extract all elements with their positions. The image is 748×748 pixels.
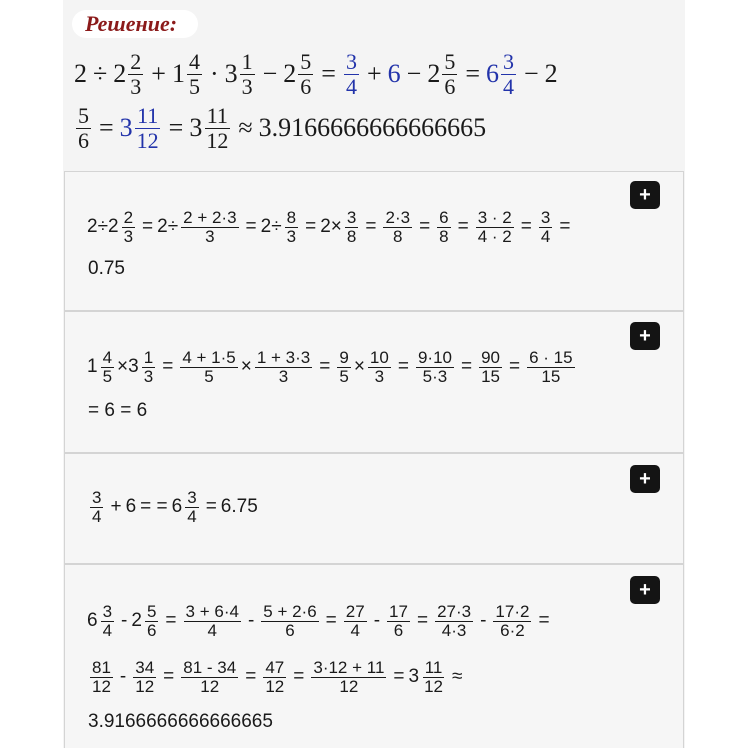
step-4-result: 3.9166666666666665: [88, 711, 273, 732]
term: 2÷: [260, 216, 282, 237]
operator: =: [168, 113, 184, 142]
step-3-expression: [87, 478, 258, 536]
denominator: 8: [393, 226, 403, 246]
denominator: 6: [393, 620, 404, 640]
operator: =: [142, 216, 154, 237]
operator: -: [119, 666, 127, 687]
denominator: 6: [300, 73, 312, 99]
numerator: 9: [339, 347, 349, 367]
whole: 2÷2: [87, 216, 119, 237]
mixed-number: [427, 50, 459, 97]
numerator: 27·3: [437, 601, 472, 621]
numerator: 90: [481, 347, 501, 367]
fraction: [181, 209, 238, 246]
fraction: [345, 209, 358, 246]
mixed-number: [87, 603, 117, 640]
term: 2: [544, 59, 558, 88]
operator: =: [520, 216, 532, 237]
fraction: [501, 50, 516, 97]
operator: −: [262, 59, 278, 88]
denominator: 6: [78, 127, 89, 153]
whole: 3: [189, 113, 203, 142]
fraction: [311, 659, 386, 696]
summary-line-1: [74, 46, 558, 102]
fraction: [180, 349, 237, 386]
whole: 2: [283, 59, 297, 88]
denominator: 4: [540, 226, 551, 246]
numerator: 6 · 15: [529, 347, 573, 367]
step-2-expression: [87, 338, 578, 396]
operator: =: [162, 356, 174, 377]
denominator: 5: [339, 366, 349, 386]
step-4-expression-line-1: [87, 592, 554, 650]
fraction: [368, 349, 391, 386]
fraction: [422, 659, 445, 696]
fraction: [142, 349, 155, 386]
numerator: 1 + 3·3: [256, 347, 311, 367]
fraction: [90, 659, 113, 696]
whole: 1: [171, 59, 185, 88]
fraction: [240, 50, 255, 97]
numerator: 9·10: [417, 347, 452, 367]
denominator: 6·2: [500, 620, 525, 640]
numerator: 34: [135, 657, 155, 677]
expand-step-2-button[interactable]: +: [630, 322, 660, 350]
denominator: 3: [205, 226, 215, 246]
fraction: [184, 603, 241, 640]
fraction: [527, 349, 574, 386]
whole: 2: [427, 59, 441, 88]
mixed-number: [486, 50, 518, 97]
denominator: 5: [102, 366, 113, 386]
operator: ×: [117, 356, 129, 377]
fraction: [135, 104, 161, 151]
operator: =: [509, 356, 521, 377]
denominator: 5: [204, 366, 214, 386]
denominator: 5: [188, 73, 200, 99]
fraction: [442, 50, 457, 97]
solution-title: Решение:: [85, 11, 178, 36]
numerator: 3: [540, 207, 551, 227]
fraction: [383, 209, 412, 246]
summary-line-2: [74, 100, 486, 156]
expand-step-3-button[interactable]: +: [630, 465, 660, 493]
numerator: 81 - 34: [183, 657, 237, 677]
denominator: 6: [444, 73, 456, 99]
numerator: 4: [188, 49, 200, 75]
operator: =: [365, 216, 377, 237]
denominator: 15: [541, 366, 561, 386]
denominator: 3: [123, 226, 134, 246]
numerator: 2·3: [385, 207, 411, 227]
denominator: 3: [278, 366, 289, 386]
numerator: 2: [123, 207, 134, 227]
operator: =: [163, 666, 175, 687]
fraction: [261, 603, 318, 640]
denominator: 4 · 2: [477, 226, 512, 246]
whole: 6: [485, 59, 499, 88]
mixed-number: [172, 50, 204, 97]
operator: ×: [353, 356, 365, 377]
fraction: [476, 209, 514, 246]
numerator: 8: [286, 207, 297, 227]
fraction: [133, 659, 156, 696]
denominator: 3: [374, 366, 385, 386]
denominator: 3: [130, 73, 142, 99]
numerator: 47: [265, 657, 285, 677]
mixed-number: [283, 50, 315, 97]
mixed-number: [120, 104, 163, 151]
operator: -: [247, 610, 255, 631]
operator: =: [538, 610, 550, 631]
denominator: 12: [424, 676, 444, 696]
numerator: 3: [502, 49, 514, 75]
denominator: 4: [102, 620, 113, 640]
denominator: 12: [136, 127, 159, 153]
numerator: 10: [369, 347, 389, 367]
numerator: 1: [241, 49, 253, 75]
operator: -: [373, 610, 381, 631]
denominator: 4: [92, 506, 102, 526]
mixed-number: [409, 659, 449, 696]
numerator: 6: [439, 207, 449, 227]
fraction: [435, 603, 473, 640]
fraction: [298, 50, 313, 97]
operator: =: [393, 666, 405, 687]
numerator: 5: [146, 601, 157, 621]
fraction: [539, 209, 552, 246]
denominator: 12: [135, 676, 155, 696]
fraction: [90, 489, 103, 526]
mixed-number: [128, 349, 158, 386]
denominator: 5·3: [422, 366, 448, 386]
denominator: 3: [241, 73, 253, 99]
numerator: 5: [444, 49, 456, 75]
denominator: 8: [346, 226, 357, 246]
mixed-number: [113, 50, 145, 97]
numerator: 17: [389, 601, 408, 621]
fraction: [255, 349, 312, 386]
numerator: 5 + 2·6: [263, 601, 317, 621]
denominator: 3: [143, 366, 154, 386]
mixed-number: [225, 50, 257, 97]
fraction: [204, 104, 230, 151]
fraction: [416, 349, 454, 386]
numerator: 11: [206, 103, 228, 129]
expand-step-4-button[interactable]: +: [630, 576, 660, 604]
operator: =: [305, 216, 317, 237]
denominator: 12: [200, 676, 220, 696]
term: 2÷: [157, 216, 179, 237]
denominator: 6: [146, 620, 157, 640]
operator: ×: [240, 356, 252, 377]
operator: =: [397, 356, 409, 377]
denominator: 8: [439, 226, 449, 246]
step-1-expression: [87, 198, 574, 256]
operator: ≈: [238, 113, 253, 142]
operator: =: [559, 216, 571, 237]
fraction: [185, 489, 198, 526]
fraction: [145, 603, 158, 640]
numerator: 4 + 1·5: [182, 347, 236, 367]
operator: -: [121, 610, 128, 631]
term: 6: [387, 59, 401, 88]
operator: +: [151, 59, 166, 88]
denominator: 4: [350, 620, 360, 640]
numerator: 2 + 2·3: [183, 207, 237, 227]
operator: =: [457, 216, 469, 237]
fraction: [387, 603, 410, 640]
result-value: 6.75: [220, 496, 258, 517]
operator: =: [319, 356, 331, 377]
numerator: 3: [92, 487, 102, 507]
operator: ÷: [93, 59, 108, 88]
numerator: 17·2: [495, 601, 530, 621]
operator: +: [366, 59, 382, 88]
whole: 6: [87, 610, 98, 631]
denominator: 3: [286, 226, 297, 246]
operator: −: [406, 59, 422, 88]
fraction: [493, 603, 531, 640]
fraction: [122, 209, 135, 246]
whole: 3: [128, 356, 139, 377]
operator: =: [99, 113, 114, 142]
fraction: [285, 209, 298, 246]
operator: =: [416, 610, 429, 631]
numerator: 3: [345, 49, 357, 75]
operator: ·: [209, 59, 219, 88]
operator: =: [419, 216, 431, 237]
mixed-number: [87, 349, 117, 386]
step-4-expression-line-2: [87, 648, 466, 706]
numerator: 5: [300, 49, 312, 75]
numerator: 3 + 6·4: [185, 601, 239, 621]
fraction: [479, 349, 502, 386]
fraction: [76, 104, 91, 151]
numerator: 27: [345, 601, 365, 621]
fraction: [101, 603, 114, 640]
denominator: 4: [502, 73, 514, 99]
denominator: 12: [265, 676, 285, 696]
denominator: 4: [207, 620, 217, 640]
fraction: [337, 349, 350, 386]
term: 2×: [320, 216, 342, 237]
denominator: 15: [481, 366, 501, 386]
term: 2: [74, 59, 87, 88]
denominator: 6: [285, 620, 295, 640]
denominator: 12: [92, 676, 111, 696]
step-2-result: = 6 = 6: [88, 400, 148, 421]
fraction: [263, 659, 286, 696]
numerator: 3: [102, 601, 113, 621]
whole: 2: [113, 59, 127, 88]
fraction: [181, 659, 238, 696]
mixed-number: [131, 603, 161, 640]
operator: =: [245, 216, 257, 237]
operator: =: [293, 666, 305, 687]
denominator: 4: [187, 506, 197, 526]
denominator: 12: [339, 676, 359, 696]
fraction: [437, 209, 450, 246]
whole: 3: [224, 59, 238, 88]
fraction: [128, 50, 143, 97]
numerator: 81: [92, 657, 111, 677]
numerator: 3·12 + 11: [313, 657, 385, 677]
numerator: 3: [346, 207, 357, 227]
whole: 1: [87, 356, 98, 377]
numerator: 1: [143, 347, 154, 367]
result-value: 3.9166666666666665: [258, 113, 487, 142]
fraction: [187, 50, 202, 97]
operator: +: [110, 496, 122, 517]
numerator: 11: [137, 103, 159, 129]
operator: =: [205, 496, 217, 517]
fraction: [344, 50, 359, 97]
numerator: 4: [102, 347, 113, 367]
operator: ≈: [452, 666, 463, 687]
numerator: 3 · 2: [477, 207, 512, 227]
denominator: 12: [206, 127, 229, 153]
numerator: 2: [130, 49, 142, 75]
numerator: 3: [187, 487, 197, 507]
operator: -: [480, 610, 487, 631]
operator: =: [245, 666, 257, 687]
mixed-number: [87, 209, 138, 246]
fraction: [101, 349, 114, 386]
step-1-result: 0.75: [88, 258, 125, 279]
mixed-number: [189, 104, 232, 151]
whole: 6: [171, 496, 183, 517]
denominator: 4: [345, 73, 357, 99]
operator: =: [321, 59, 336, 88]
operator: =: [165, 610, 177, 631]
operator: =: [460, 356, 473, 377]
operator: = =: [140, 496, 168, 517]
operator: =: [325, 610, 337, 631]
mixed-number: [172, 489, 202, 526]
fraction: [344, 603, 367, 640]
term: 6: [125, 496, 137, 517]
numerator: 5: [78, 103, 89, 129]
whole: 3: [119, 113, 133, 142]
operator: =: [465, 59, 480, 88]
whole: 3: [408, 666, 420, 687]
numerator: 11: [424, 657, 443, 677]
denominator: 4·3: [441, 620, 467, 640]
expand-step-1-button[interactable]: +: [630, 181, 660, 209]
whole: 2: [131, 610, 142, 631]
operator: −: [523, 59, 539, 88]
